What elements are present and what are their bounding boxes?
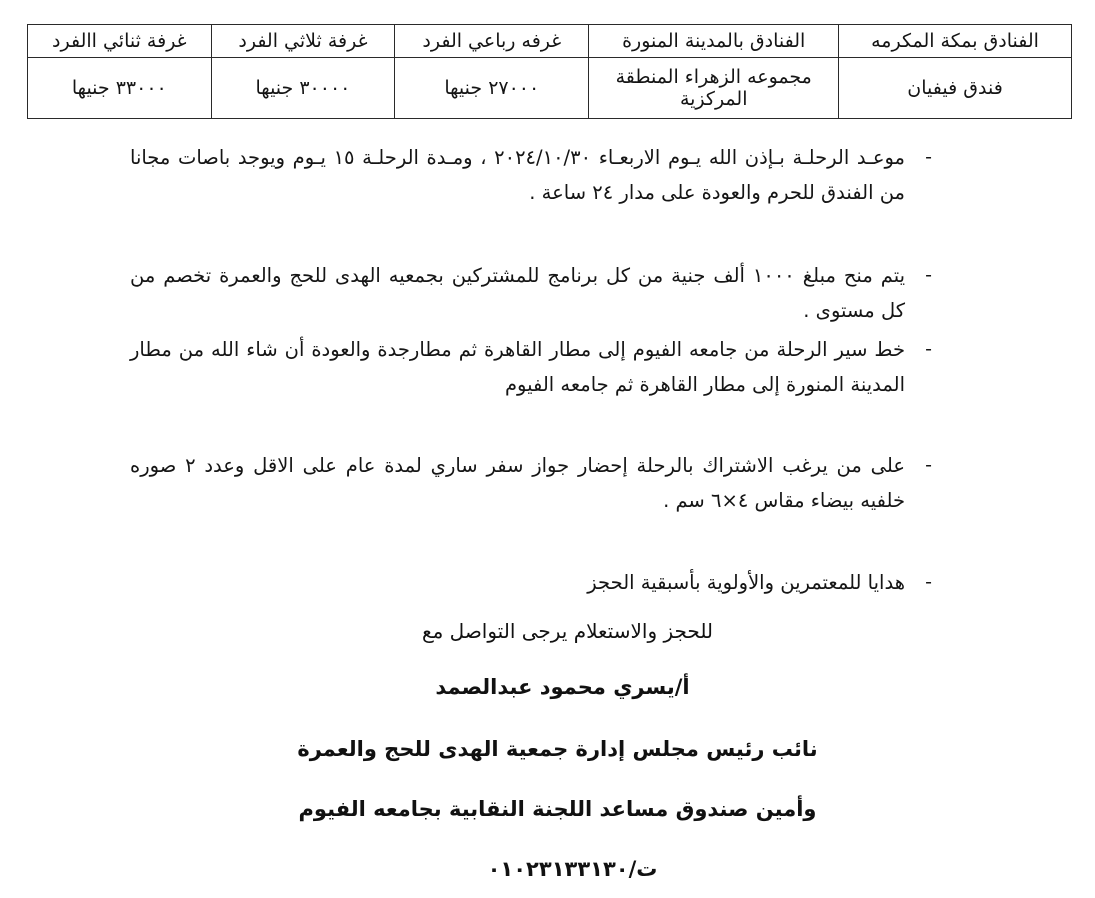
- bullet-marker: -: [925, 264, 932, 286]
- table-header-row: [28, 25, 1072, 58]
- contact-title-board: نائب رئيس مجلس إدارة جمعية الهدى للحج والعمرة: [297, 737, 818, 761]
- contact-name: أ/يسري محمود عبدالصمد: [435, 675, 690, 699]
- bullet-gifts: [130, 565, 932, 600]
- bullet-text: يتم منح مبلغ ١٠٠٠ ألف جنية من كل برنامج للمشتركين بجمعيه الهدى للحج والعمرة تخصم من كل مستوى .: [130, 264, 905, 322]
- header-madinah-hotels: الفنادق بالمدينة المنورة: [589, 25, 839, 58]
- cell-triple-price: ٣٠٠٠٠ جنيها: [211, 58, 395, 119]
- header-double-room: غرفة ثنائي االفرد: [28, 25, 212, 58]
- bullet-marker: -: [925, 146, 932, 168]
- bullet-marker: -: [925, 454, 932, 476]
- contact-title-treasurer: وأمين صندوق مساعد اللجنة النقابية بجامعه الفيوم: [298, 797, 817, 821]
- bullet-trip-date: [130, 140, 932, 210]
- header-makkah-hotels: الفنادق بمكة المكرمه: [839, 25, 1072, 58]
- table-row: [28, 58, 1072, 119]
- bullet-text: هدايا للمعتمرين والأولوية بأسبقية الحجز: [587, 571, 905, 594]
- contact-phone: ت/٠١٠٢٣١٣٣١٣٠: [487, 857, 658, 881]
- header-triple-room: غرفة ثلاثي الفرد: [211, 25, 395, 58]
- bullet-text: خط سير الرحلة من جامعه الفيوم إلى مطار القاهرة ثم مطارجدة والعودة أن شاء الله من مطار المدينة المنورة إلى مطار القاهرة ثم جامعه الفيوم: [130, 338, 905, 396]
- bullet-discount: [130, 258, 932, 328]
- cell-quad-price: ٢٧٠٠٠ جنيها: [395, 58, 589, 119]
- bullet-itinerary: [130, 332, 932, 402]
- bullet-marker: -: [925, 571, 932, 593]
- header-quad-room: غرفه رباعي الفرد: [395, 25, 589, 58]
- bullet-text: على من يرغب الاشتراك بالرحلة إحضار جواز سفر ساري لمدة عام على الاقل وعدد ٢ صوره خلفيه بيضاء مقاس ٤×٦ سم .: [130, 454, 905, 512]
- cell-makkah-hotel: فندق فيفيان: [839, 58, 1072, 119]
- bullet-text: موعـد الرحلـة بـإذن الله يـوم الاربعـاء ٢٠٢٤/١٠/٣٠ ، ومـدة الرحلـة ١٥ يـوم ويوجد باصات مجانا من الفندق للحرم والعودة على مدار ٢٤ ساعة .: [130, 146, 905, 204]
- cell-madinah-hotel: مجموعه الزهراء المنطقة المركزية: [589, 58, 839, 119]
- bullet-marker: -: [925, 338, 932, 360]
- contact-intro: للحجز والاستعلام يرجى التواصل مع: [421, 619, 714, 643]
- bullet-requirements: [130, 448, 932, 518]
- cell-double-price: ٣٣٠٠٠ جنيها: [28, 58, 212, 119]
- hotel-price-table: [27, 24, 1072, 119]
